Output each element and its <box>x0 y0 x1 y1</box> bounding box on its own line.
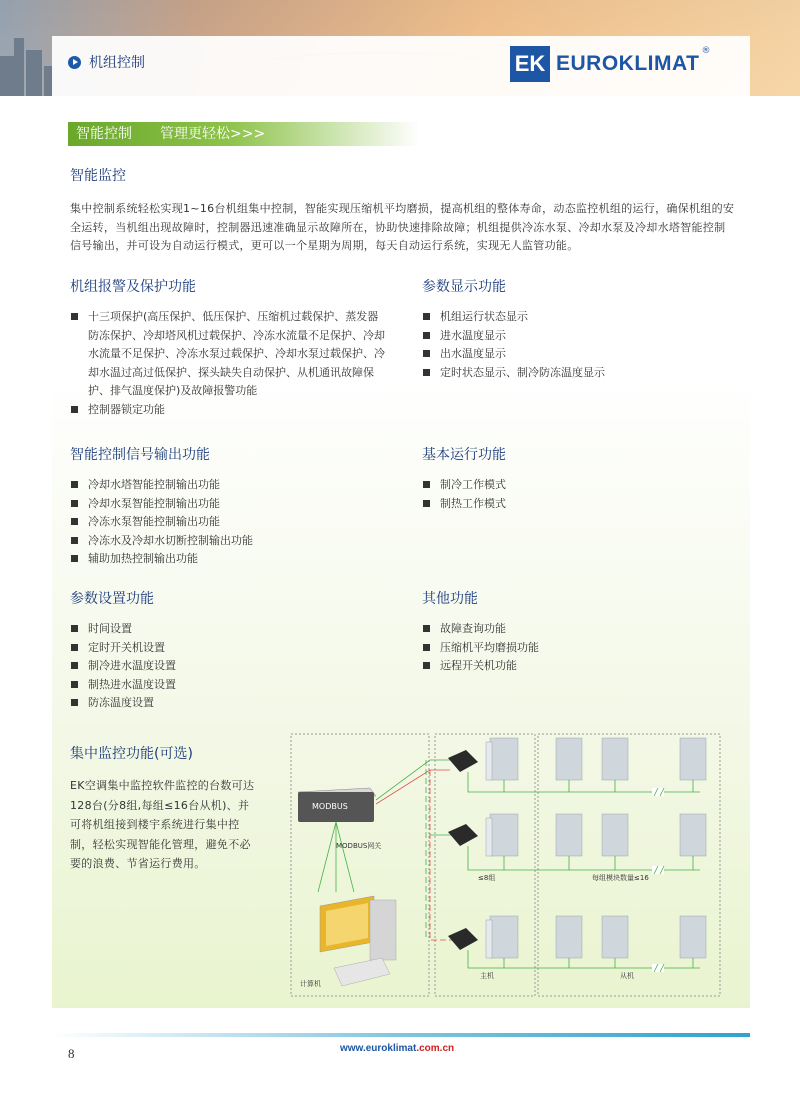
section-title <box>68 52 145 72</box>
list-item-text: 十三项保护(高压保护、低压保护、压缩机过载保护、蒸发器防冻保护、冷却塔风机过载保护、冷冻水流量不足保护、冷却水流量不足保护、冷冻水泵过载保护、冷却水泵过载保护、冷却水温过高过低保护、探头缺失自动保护、从机通讯故障保护、排气温度保护)及故障报警功能 <box>88 310 385 398</box>
gateway-label: MODBUS网关 <box>336 842 382 850</box>
list-item: 防冻温度设置 <box>70 694 388 713</box>
computer-zone-box <box>291 734 429 996</box>
building-silhouette <box>0 56 14 96</box>
master-unit-icon <box>486 738 518 958</box>
alarm-list <box>70 308 388 420</box>
list-item <box>70 308 388 401</box>
monitoring-heading: 智能监控 <box>70 168 126 184</box>
list-item: 定时状态显示、制冷防冻温度显示 <box>422 364 722 383</box>
list-item: 冷冻水及冷却水切断控制输出功能 <box>70 532 388 551</box>
slogan-bar <box>68 122 420 146</box>
groups-label: ≤8组 <box>478 874 496 882</box>
page-number: 8 <box>68 1046 75 1061</box>
computer-icon <box>320 896 396 986</box>
settings-heading: 参数设置功能 <box>70 591 154 607</box>
list-item-text: 控制器锁定功能 <box>88 402 165 416</box>
building-silhouette <box>14 38 24 96</box>
list-item: 冷冻水泵智能控制输出功能 <box>70 513 388 532</box>
link-line <box>376 760 450 800</box>
controller-icon <box>448 928 478 950</box>
central-paragraph: EK空调集中监控软件监控的台数可达128台(分8组,每组≤16台从机)、并可将机组接到楼宇系统进行集中控制，轻松实现智能化管理，避免不必要的浪费、节省运行费用。 <box>70 779 255 870</box>
signal-list <box>70 476 388 569</box>
building-silhouette <box>44 66 52 96</box>
signal-heading: 智能控制信号输出功能 <box>70 447 210 463</box>
display-list <box>422 308 722 382</box>
list-item: 制热工作模式 <box>422 495 722 514</box>
play-circle-icon <box>68 56 81 69</box>
slave-label: 从机 <box>620 972 634 980</box>
website-link[interactable] <box>340 1043 454 1054</box>
basic-heading: 基本运行功能 <box>422 447 506 463</box>
slogan-part1: 智能控制 <box>76 126 132 142</box>
list-item: 冷却水泵智能控制输出功能 <box>70 495 388 514</box>
break-marks <box>654 788 664 972</box>
list-item: 进水温度显示 <box>422 327 722 346</box>
network-diagram <box>290 730 722 1000</box>
link-line <box>336 822 354 892</box>
master-label: 主机 <box>480 972 494 980</box>
link-line <box>318 822 336 892</box>
settings-list <box>70 620 388 713</box>
controller-icon <box>448 750 478 772</box>
list-item: 制热进水温度设置 <box>70 676 388 695</box>
other-list <box>422 620 722 676</box>
brand-logo <box>510 46 710 82</box>
list-item: 制冷进水温度设置 <box>70 657 388 676</box>
list-item <box>70 401 388 420</box>
logo-name: EUROKLIMAT <box>556 52 700 75</box>
alarm-heading: 机组报警及保护功能 <box>70 279 196 295</box>
slave-unit-icon <box>556 738 706 958</box>
monitoring-paragraph: 集中控制系统轻松实现1~16台机组集中控制，智能实现压缩机平均磨损，提高机组的整体寿命，动态监控机组的运行，确保机组的安全运转，当机组出现故障时，控制器迅速准确显示故障所在，协助快速排除故障；机组提供冷冻水泵、冷却水泵及冷却水塔智能控制信号输出，并可设为自动运行模式，更可以一个星期为周期，每天自动运行系统，实现无人监管功能。 <box>70 202 735 252</box>
list-item: 冷却水塔智能控制输出功能 <box>70 476 388 495</box>
master-zone-box <box>435 734 535 996</box>
list-item: 机组运行状态显示 <box>422 308 722 327</box>
section-title-text: 机组控制 <box>89 55 145 71</box>
modbus-label: MODBUS <box>312 802 348 811</box>
url-main: www.euroklimat <box>340 1043 417 1054</box>
computer-label: 计算机 <box>300 980 321 988</box>
url-suffix: .com.cn <box>416 1043 455 1054</box>
central-heading: 集中监控功能(可选) <box>70 746 193 762</box>
list-item: 压缩机平均磨损功能 <box>422 639 722 658</box>
list-item: 出水温度显示 <box>422 345 722 364</box>
logo-mark: EK <box>510 46 550 82</box>
display-heading: 参数显示功能 <box>422 279 506 295</box>
basic-list <box>422 476 722 513</box>
list-item: 远程开关机功能 <box>422 657 722 676</box>
slogan-part2: 管理更轻松>>> <box>160 126 266 142</box>
list-item: 故障查询功能 <box>422 620 722 639</box>
list-item: 辅助加热控制输出功能 <box>70 550 388 569</box>
link-line <box>376 770 450 804</box>
list-item: 时间设置 <box>70 620 388 639</box>
modbus-gateway-icon <box>298 788 376 822</box>
link-line <box>430 770 455 940</box>
building-silhouette <box>26 50 42 96</box>
list-item: 制冷工作模式 <box>422 476 722 495</box>
controller-icon <box>448 824 478 846</box>
other-heading: 其他功能 <box>422 591 478 607</box>
footer-divider <box>52 1033 750 1037</box>
list-item: 定时开关机设置 <box>70 639 388 658</box>
modules-label: 每组模块数量≤16 <box>592 874 649 882</box>
registered-mark: ® <box>701 46 711 56</box>
